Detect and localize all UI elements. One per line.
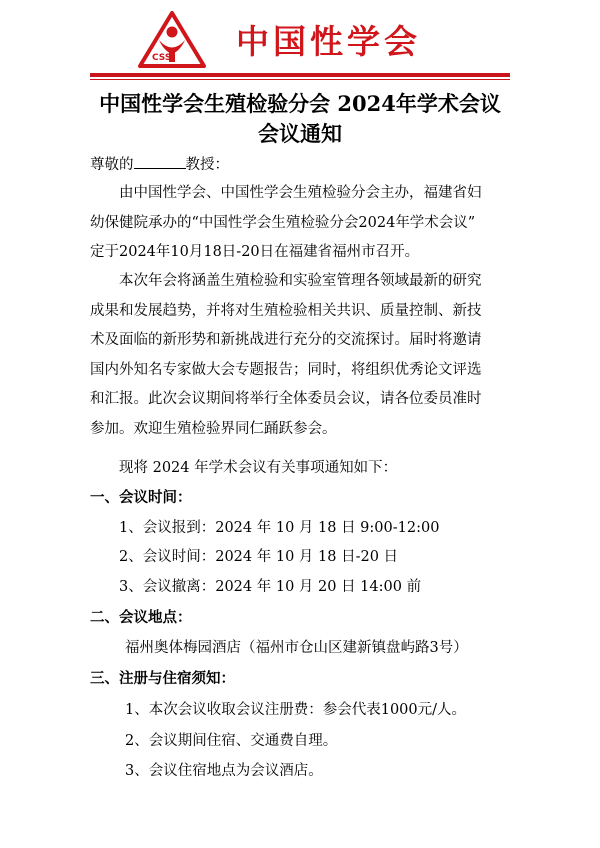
salutation-prefix: 尊敬的 — [90, 157, 134, 173]
paragraph-line: 和汇报。此次会议期间将举行全体委员会议，请各位委员准时 — [90, 391, 482, 407]
society-logo — [136, 10, 208, 70]
logo-letter-c: CSS — [152, 53, 172, 63]
salutation-suffix: 教授： — [185, 157, 229, 173]
letterhead — [0, 0, 600, 80]
document-subtitle: 会议通知 — [258, 121, 342, 146]
paragraph-line: 由中国性学会、中国性学会生殖检验分会主办，福建省妇 — [119, 185, 482, 201]
time-item: 2、会议时间：2024 年 10 月 18 日-20 日 — [119, 549, 399, 565]
paragraph-line: 幼保健院承办的“中国性学会生殖检验分会2024年学术会议” — [90, 215, 476, 231]
paragraph-line: 本次年会将涵盖生殖检验和实验室管理各领域最新的研究 — [119, 273, 482, 289]
name-blank — [134, 154, 186, 169]
paragraph-line: 参加。欢迎生殖检验界同仁踊跃参会。 — [90, 421, 337, 437]
org-name: 中国性学会 — [236, 22, 421, 61]
document-title: 中国性学会生殖检验分会 2024年学术会议 — [99, 91, 501, 116]
paragraph-line: 国内外知名专家做大会专题报告；同时，将组织优秀论文评选 — [90, 362, 482, 378]
salutation — [90, 154, 229, 175]
section-heading-venue: 二、会议地点： — [90, 609, 192, 626]
registration-item: 2、会议期间住宿、交通费自理。 — [125, 733, 338, 749]
venue-address: 福州奥体梅园酒店（福州市仓山区建新镇盘屿路3号） — [125, 640, 468, 656]
header-rule-thin — [90, 79, 510, 80]
section-heading-time: 一、会议时间： — [90, 489, 192, 506]
paragraph-line: 现将 2024 年学术会议有关事项通知如下： — [119, 460, 398, 476]
paragraph-line: 成果和发展趋势，并将对生殖检验相关共识、质量控制、新技 — [90, 303, 482, 319]
section-heading-registration: 三、注册与住宿须知： — [90, 670, 235, 687]
registration-item: 1、本次会议收取会议注册费：参会代表1000元/人。 — [125, 702, 467, 718]
time-item: 3、会议撤离：2024 年 10 月 20 日 14:00 前 — [119, 579, 422, 595]
paragraph-line: 术及面临的新形势和新挑战进行充分的交流探讨。届时将邀请 — [90, 332, 482, 348]
paragraph-line: 定于2024年10月18日-20日在福建省福州市召开。 — [90, 244, 420, 260]
header-rule-thick — [90, 73, 510, 77]
time-item: 1、会议报到：2024 年 10 月 18 日 9:00-12:00 — [119, 520, 440, 536]
registration-item: 3、会议住宿地点为会议酒店。 — [125, 763, 323, 779]
